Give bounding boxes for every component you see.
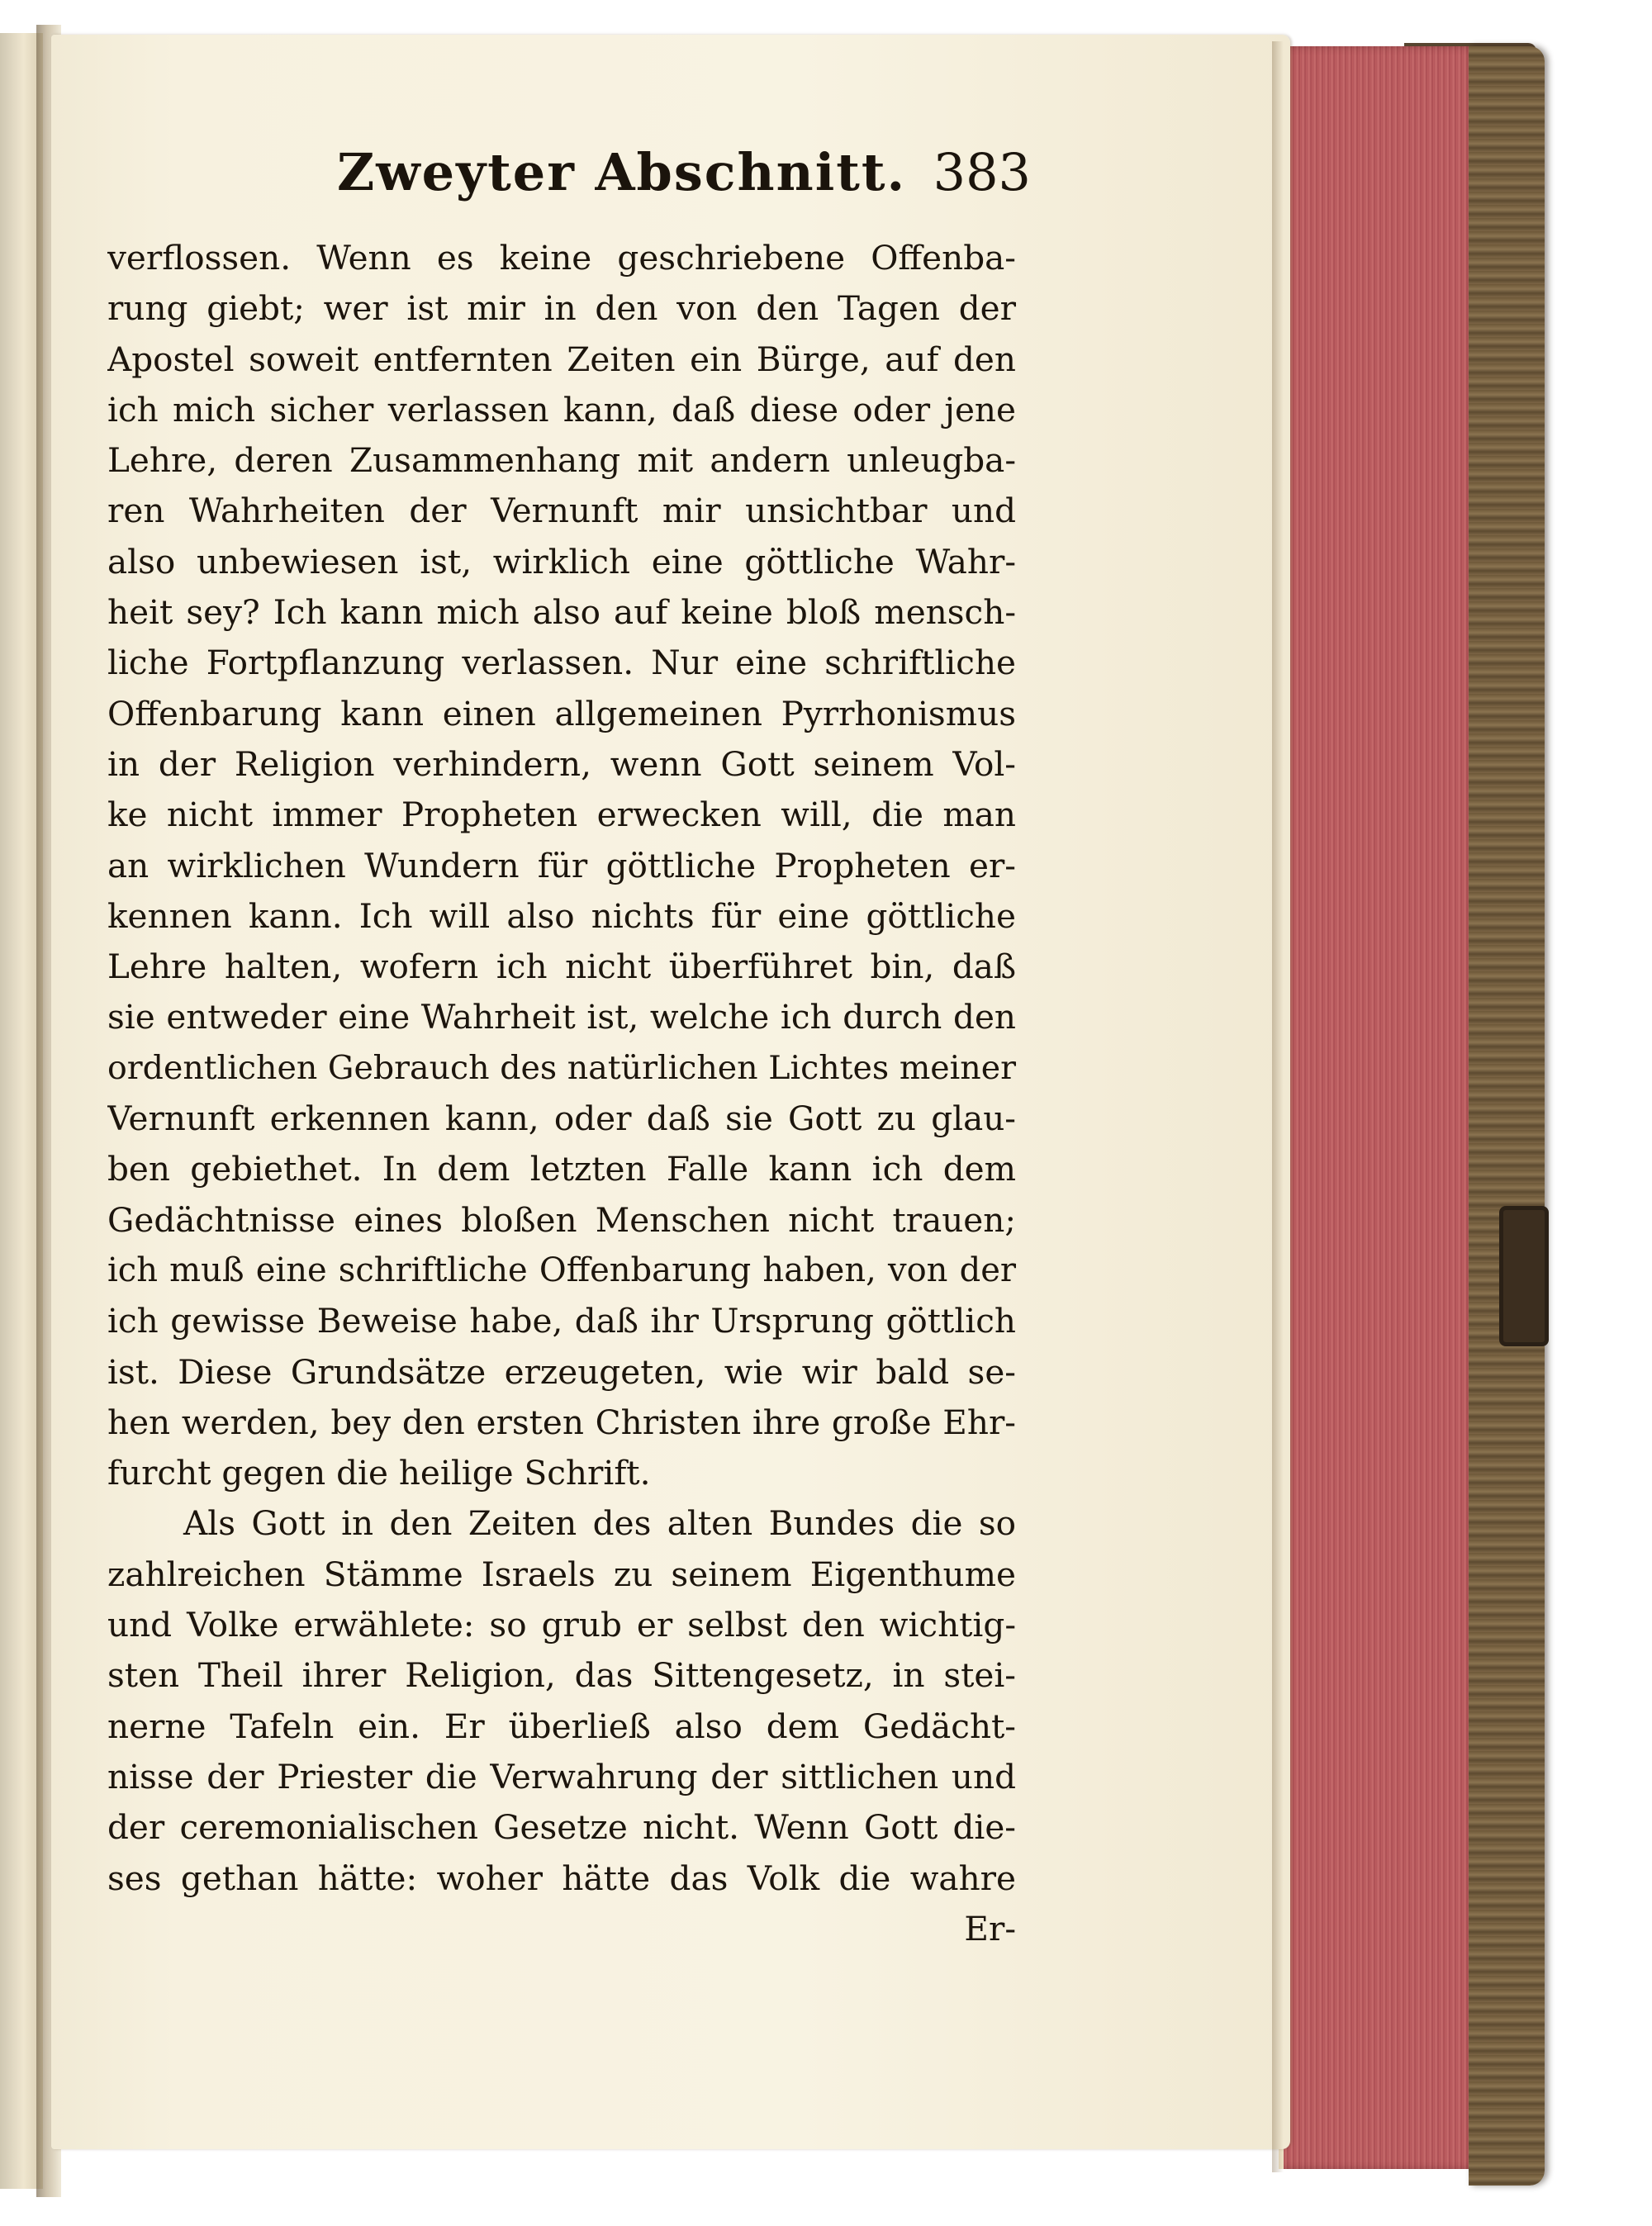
text-line: in der Religion verhindern, wenn Gott seinem Vol- xyxy=(107,743,1016,784)
text-line: ke nicht immer Propheten erwecken will, die man xyxy=(107,795,1016,835)
text-line: rung giebt; wer ist mir in den von den Tagen der xyxy=(107,288,1016,329)
text-line: ses gethan hätte: woher hätte das Volk die wahre xyxy=(107,1858,1016,1898)
red-page-edges xyxy=(1279,46,1482,2169)
text-line: Gedächtnisse eines bloßen Menschen nicht trauen; xyxy=(107,1199,1016,1240)
paragraph-start-line: Als Gott in den Zeiten des alten Bundes die so xyxy=(183,1503,1016,1544)
text-line: Lehre, deren Zusammenhang mit andern unleugba- xyxy=(107,440,1016,481)
running-head-title: Zweyter Abschnitt. xyxy=(337,142,907,202)
page-number: 383 xyxy=(933,142,1031,202)
text-line: verflossen. Wenn es keine geschriebene Offenba- xyxy=(107,238,1016,278)
text-line: nerne Tafeln ein. Er überließ also dem Gedächt- xyxy=(107,1706,1016,1746)
text-line: nisse der Priester die Verwahrung der sittlichen und xyxy=(107,1756,1016,1796)
text-line: Lehre halten, wofern ich nicht überführet bin, daß xyxy=(107,947,1016,987)
text-line: sten Theil ihrer Religion, das Sittengesetz, in stei- xyxy=(107,1655,1016,1696)
clasp-icon xyxy=(1499,1206,1549,1346)
text-line: also unbewiesen ist, wirklich eine göttliche Wahr- xyxy=(107,541,1016,581)
text-line: ben gebiethet. In dem letzten Falle kann ich dem xyxy=(107,1149,1016,1189)
book-cover-board xyxy=(1469,46,1545,2186)
text-line: hen werden, bey den ersten Christen ihre große Ehr- xyxy=(107,1402,1016,1442)
paragraph-end-line: furcht gegen die heilige Schrift. xyxy=(107,1453,651,1493)
text-line: ist. Diese Grundsätze erzeugeten, wie wir bald se- xyxy=(107,1351,1016,1392)
text-line: Offenbarung kann einen allgemeinen Pyrrhonismus xyxy=(107,693,1016,733)
text-line: liche Fortpflanzung verlassen. Nur eine schriftliche xyxy=(107,643,1016,683)
text-line: ordentlichen Gebrauch des natürlichen Lichtes meiner xyxy=(107,1048,1016,1087)
text-line: kennen kann. Ich will also nichts für eine göttliche xyxy=(107,895,1016,936)
text-line: Vernunft erkennen kann, oder daß sie Gott zu glau- xyxy=(107,1099,1016,1139)
text-line: Apostel soweit entfernten Zeiten ein Bürge, auf den xyxy=(107,339,1016,379)
text-line: zahlreichen Stämme Israels zu seinem Eigenthume xyxy=(107,1554,1016,1594)
page-edge-shadow xyxy=(1272,41,1284,2172)
catchword: Er- xyxy=(964,1908,1016,1948)
text-line: ren Wahrheiten der Vernunft mir unsichtbar und xyxy=(107,491,1016,531)
text-line: ich muß eine schriftliche Offenbarung haben, von der xyxy=(107,1251,1016,1289)
text-line: und Volke erwählete: so grub er selbst den wichtig- xyxy=(107,1605,1016,1645)
text-line: sie entweder eine Wahrheit ist, welche ich durch den xyxy=(107,997,1016,1037)
running-head xyxy=(337,142,1031,216)
text-line: der ceremonialischen Gesetze nicht. Wenn Gott die- xyxy=(107,1807,1016,1848)
text-line: ich gewisse Beweise habe, daß ihr Ursprung göttlich xyxy=(107,1301,1016,1341)
body-text xyxy=(107,233,1016,1954)
text-line: ich mich sicher verlassen kann, daß diese oder jene xyxy=(107,389,1016,430)
text-line: an wirklichen Wundern für göttliche Propheten er- xyxy=(107,845,1016,885)
text-line: heit sey? Ich kann mich also auf keine bloß mensch- xyxy=(107,592,1016,633)
